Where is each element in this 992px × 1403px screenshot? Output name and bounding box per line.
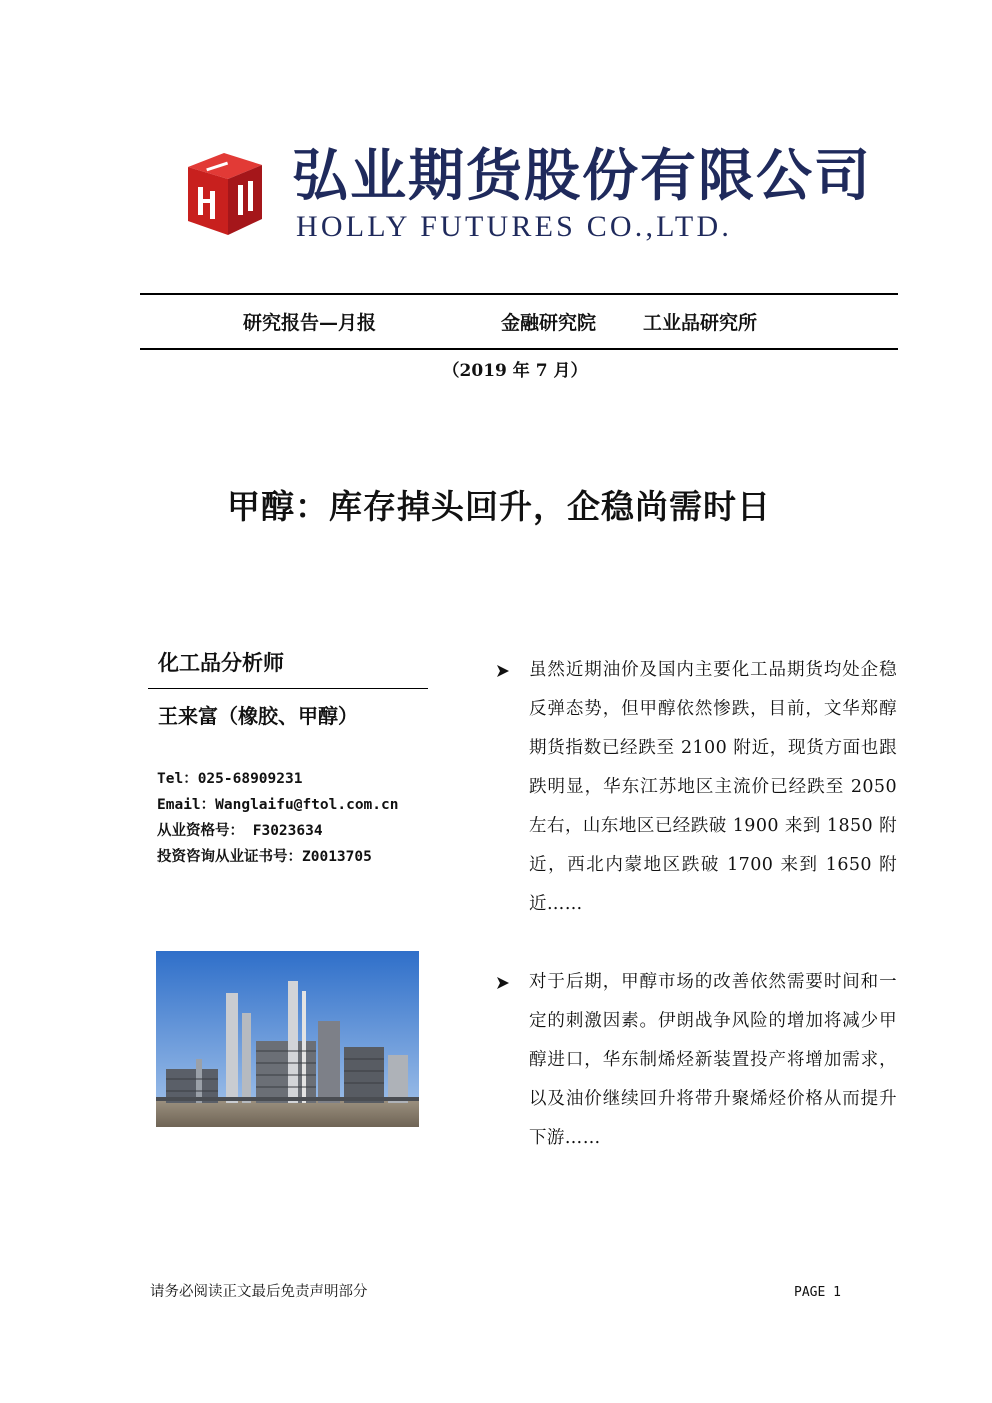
analyst-license-number: 投资咨询从业证书号：Z0013705 <box>157 849 372 865</box>
company-name-en: HOLLY FUTURES CO.,LTD. <box>296 210 733 243</box>
header-rule-bottom <box>140 348 898 350</box>
company-logo-icon <box>184 145 266 237</box>
arrow-bullet-icon <box>495 975 511 991</box>
document-title: 甲醇：库存掉头回升，企稳尚需时日 <box>227 487 771 526</box>
header-rule-top <box>140 293 898 295</box>
footer-disclaimer: 请务必阅读正文最后免责声明部分 <box>150 1284 368 1300</box>
analyst-name: 王来富（橡胶、甲醇） <box>158 704 358 728</box>
department-name: 工业品研究所 <box>643 312 758 334</box>
company-name-cn: 弘业期货股份有限公司 <box>292 143 872 209</box>
page-number: PAGE 1 <box>794 1285 841 1300</box>
bullet-paragraph: 对于后期，甲醇市场的改善依然需要时间和一定的刺激因素。伊朗战争风险的增加将减少甲醇进口，华东制烯烃新装置投产将增加需求，以及油价继续回升将带升聚烯烃价格从而提升下游…… <box>529 972 897 1148</box>
analyst-heading: 化工品分析师 <box>158 650 284 675</box>
analyst-email: Email：Wanglaifu@ftol.com.cn <box>157 797 399 813</box>
institute-name: 金融研究院 <box>501 312 597 334</box>
analyst-tel: Tel：025-68909231 <box>157 771 303 787</box>
refinery-plant-photo <box>156 951 419 1127</box>
analyst-cert-number: 从业资格号： F3023634 <box>157 823 323 839</box>
arrow-bullet-icon <box>495 663 511 679</box>
report-type: 研究报告—月报 <box>243 312 377 334</box>
report-date: （2019 年 7 月） <box>442 361 588 381</box>
analyst-divider <box>148 688 428 689</box>
bullet-paragraph: 虽然近期油价及国内主要化工品期货均处企稳反弹态势，但甲醇依然惨跌，目前，文华郑醇期货指数已经跌至 2100 附近，现货方面也跟跌明显，华东江苏地区主流价已经跌至 2050 左右，山东地区已经跌破 1900 来到 1850 附近，西北内蒙地区跌破 1700 来到 1650 附近…… <box>529 660 897 914</box>
